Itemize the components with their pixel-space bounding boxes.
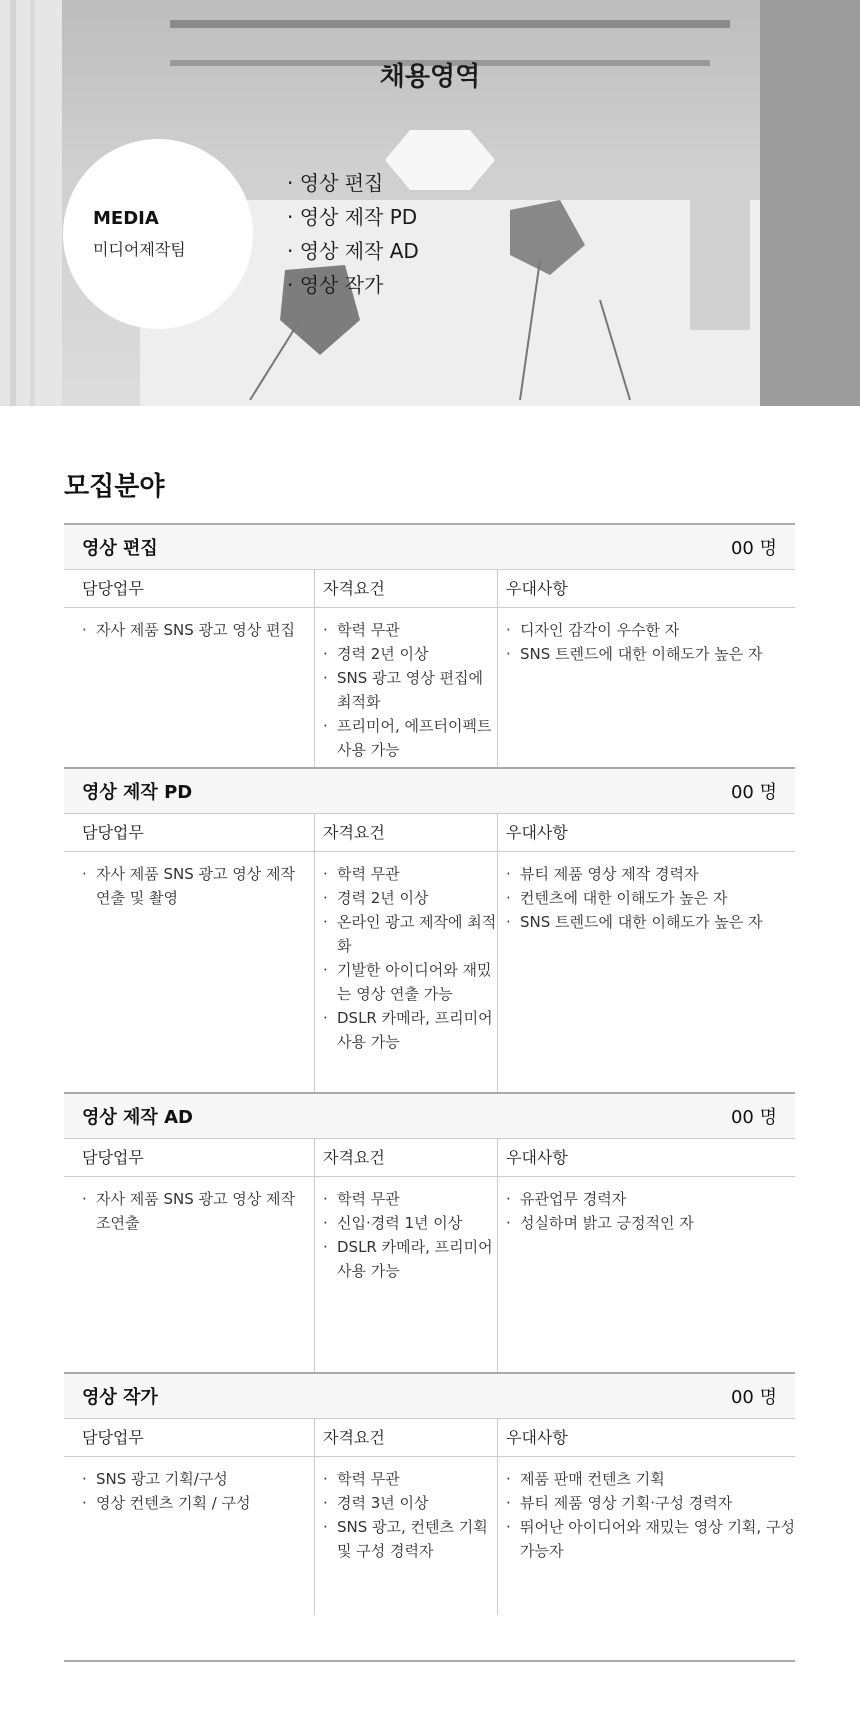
preferences-column (498, 570, 795, 767)
list-item: · 뛰어난 아이디어와 재밌는 영상 기획, 구성 가능자 (506, 1515, 795, 1563)
column-header: 담당업무 (64, 1139, 314, 1177)
list-item: · 자사 제품 SNS 광고 영상 제작 연출 및 촬영 (82, 862, 314, 910)
hero-role-item: · 영상 제작 AD (287, 239, 419, 263)
column-header: 우대사항 (498, 814, 795, 852)
job-header (64, 769, 795, 814)
hero-banner (0, 0, 860, 406)
list-item: · 프리미어, 에프터이펙트 사용 가능 (323, 714, 497, 762)
column-header: 담당업무 (64, 814, 314, 852)
job-name: 영상 제작 PD (82, 782, 193, 803)
duties-column (64, 1419, 315, 1615)
column-header: 우대사항 (498, 570, 795, 608)
list-item: · SNS 트렌드에 대한 이해도가 높은 자 (506, 910, 795, 934)
preferences-column (498, 1139, 795, 1372)
job-header (64, 1374, 795, 1419)
hero-role-item: · 영상 제작 PD (287, 205, 418, 229)
job-table (64, 767, 795, 1092)
list-item: · SNS 광고, 컨텐츠 기획 및 구성 경력자 (323, 1515, 497, 1563)
list-item: · DSLR 카메라, 프리미어 사용 가능 (323, 1006, 497, 1054)
job-header (64, 1094, 795, 1139)
list-item: · SNS 광고 기획/구성 (82, 1467, 314, 1491)
list-item: · 경력 2년 이상 (323, 886, 497, 910)
list-item: · 학력 무관 (323, 618, 497, 642)
column-header: 자격요건 (315, 1139, 497, 1177)
job-table (64, 1372, 795, 1615)
preferences-column (498, 1419, 795, 1615)
list-item: · 영상 컨텐츠 기획 / 구성 (82, 1491, 314, 1515)
list-item: · 유관업무 경력자 (506, 1187, 795, 1211)
list-item: · 뷰티 제품 영상 기획·구성 경력자 (506, 1491, 795, 1515)
column-header: 우대사항 (498, 1419, 795, 1457)
list-item: · SNS 광고 영상 편집에 최적화 (323, 666, 497, 714)
column-header: 우대사항 (498, 1139, 795, 1177)
qualifications-column (315, 1139, 498, 1372)
column-header: 자격요건 (315, 814, 497, 852)
list-item: · 자사 제품 SNS 광고 영상 편집 (82, 618, 314, 642)
list-item: · 제품 판매 컨텐츠 기획 (506, 1467, 795, 1491)
job-table (64, 1092, 795, 1372)
preferences-column (498, 814, 795, 1092)
job-count: 00 명 (730, 538, 777, 559)
section-title: 모집분야 (64, 472, 165, 502)
list-item: · 학력 무관 (323, 1467, 497, 1491)
list-item: · SNS 트렌드에 대한 이해도가 높은 자 (506, 642, 795, 666)
list-item: · 학력 무관 (323, 1187, 497, 1211)
hero-role-item: · 영상 작가 (287, 273, 384, 297)
hero-role-item: · 영상 편집 (287, 171, 384, 195)
list-item: · 성실하며 밝고 긍정적인 자 (506, 1211, 795, 1235)
column-header: 자격요건 (315, 570, 497, 608)
job-count: 00 명 (730, 782, 777, 803)
team-badge (63, 139, 253, 329)
team-badge-label: MEDIA (93, 208, 159, 229)
column-header: 담당업무 (64, 570, 314, 608)
hero-role-list (287, 166, 419, 302)
column-header: 자격요건 (315, 1419, 497, 1457)
list-item: · 디자인 감각이 우수한 자 (506, 618, 795, 642)
list-item: · 뷰티 제품 영상 제작 경력자 (506, 862, 795, 886)
list-item: · 신입·경력 1년 이상 (323, 1211, 497, 1235)
duties-column (64, 1139, 315, 1372)
list-item: · DSLR 카메라, 프리미어 사용 가능 (323, 1235, 497, 1283)
job-name: 영상 작가 (82, 1387, 158, 1408)
team-badge-name: 미디어제작팀 (93, 240, 186, 259)
list-item: · 학력 무관 (323, 862, 497, 886)
hero-title: 채용영역 (379, 62, 481, 92)
list-item: · 경력 2년 이상 (323, 642, 497, 666)
job-name: 영상 제작 AD (82, 1107, 193, 1128)
column-header: 담당업무 (64, 1419, 314, 1457)
list-item: · 기발한 아이디어와 재밌는 영상 연출 가능 (323, 958, 497, 1006)
list-item: · 컨텐츠에 대한 이해도가 높은 자 (506, 886, 795, 910)
job-name: 영상 편집 (82, 538, 158, 559)
job-table (64, 523, 795, 767)
recruitment-tables (64, 523, 795, 1615)
table-bottom-divider (64, 1660, 795, 1662)
qualifications-column (315, 814, 498, 1092)
list-item: · 경력 3년 이상 (323, 1491, 497, 1515)
list-item: · 자사 제품 SNS 광고 영상 제작 조연출 (82, 1187, 314, 1235)
job-header (64, 525, 795, 570)
job-count: 00 명 (730, 1387, 777, 1408)
duties-column (64, 570, 315, 767)
list-item: · 온라인 광고 제작에 최적화 (323, 910, 497, 958)
duties-column (64, 814, 315, 1092)
qualifications-column (315, 570, 498, 767)
qualifications-column (315, 1419, 498, 1615)
job-count: 00 명 (730, 1107, 777, 1128)
